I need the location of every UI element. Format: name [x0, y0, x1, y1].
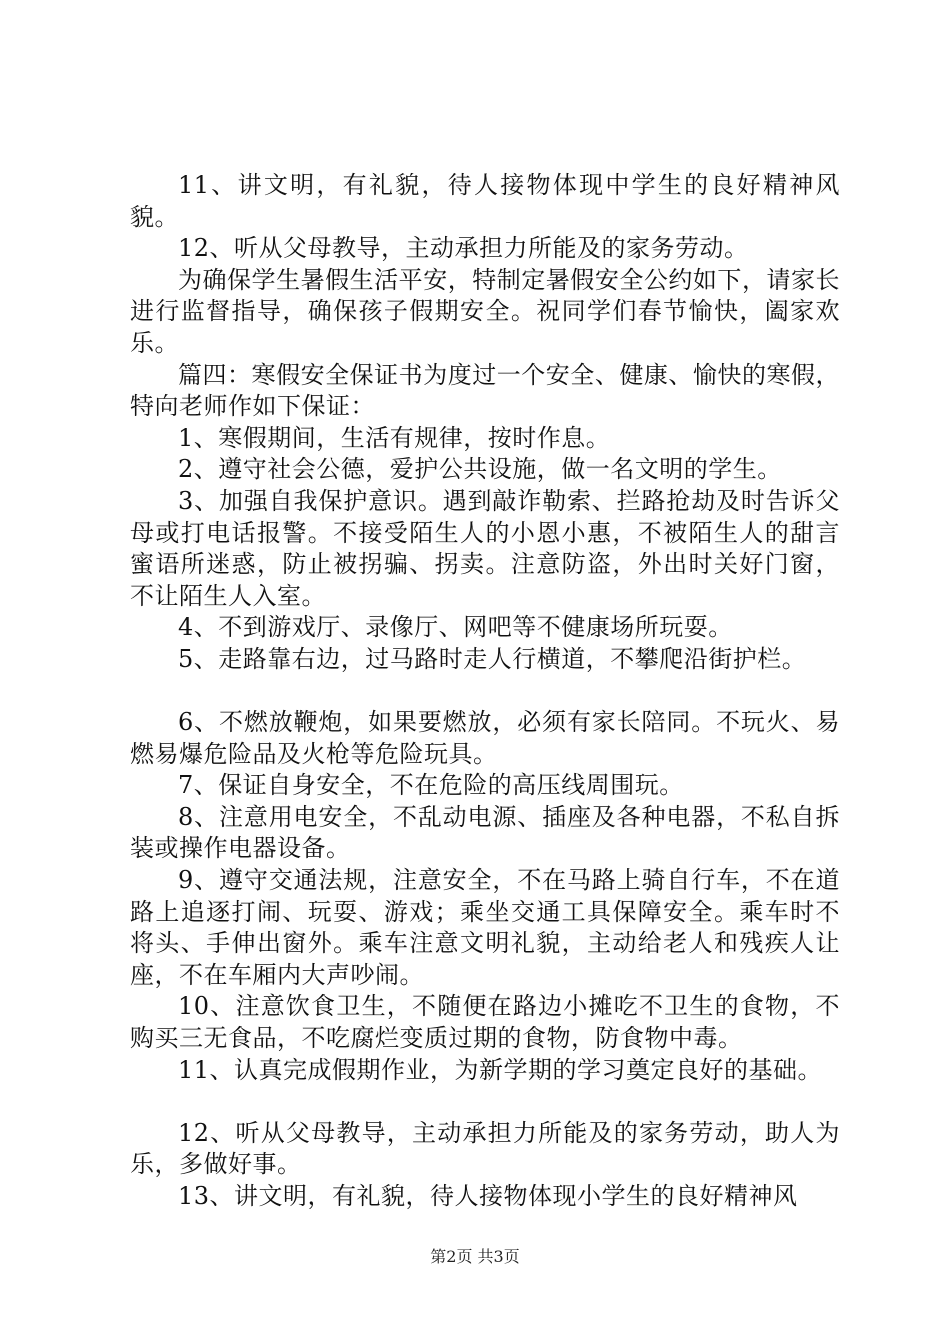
paragraph-item-1: 1、寒假期间，生活有规律，按时作息。	[178, 423, 611, 452]
paragraph-item-11-manners: 11、讲文明，有礼貌，待人接物体现中学生的良好精神风貌。	[130, 171, 840, 231]
paragraph-item-9: 9、遵守交通法规，注意安全，不在马路上骑自行车，不在道路上追逐打闹、玩耍、游戏；乘坐交通工具保障安全。乘车时不将头、手伸出窗外。乘车注意文明礼貌，主动给老人和残疾人让座，不在车厢内大声吵闹。	[130, 866, 840, 989]
paragraph-item-4: 4、不到游戏厅、录像厅、网吧等不健康场所玩耍。	[178, 613, 733, 642]
paragraph-item-2: 2、遵守社会公德，爱护公共设施，做一名文明的学生。	[178, 455, 782, 484]
paragraph-item-11: 11、认真完成假期作业，为新学期的学习奠定良好的基础。	[178, 1055, 823, 1084]
page-number-footer: 第2页 共3页	[430, 1247, 520, 1266]
paragraph-item-13: 13、讲文明，有礼貌，待人接物体现小学生的良好精神风	[178, 1182, 798, 1210]
paragraph-item-5: 5、走路靠右边，过马路时走人行横道，不攀爬沿街护栏。	[178, 644, 807, 673]
paragraph-item-3: 3、加强自我保护意识。遇到敲诈勒索、拦路抢劫及时告诉父母或打电话报警。不接受陌生人的小恩小惠，不被陌生人的甜言蜜语所迷惑，防止被拐骗、拐卖。注意防盗，外出时关好门窗，不让陌生人入室。	[130, 486, 840, 610]
paragraph-item-6: 6、不燃放鞭炮，如果要燃放，必须有家长陪同。不玩火、易燃易爆危险品及火枪等危险玩具。	[130, 708, 840, 768]
paragraph-safety-pledge-intro: 为确保学生暑假生活平安，特制定暑假安全公约如下，请家长进行监督指导，确保孩子假期安全。祝同学们春节愉快，阖家欢乐。	[130, 265, 840, 357]
paragraph-item-8: 8、注意用电安全，不乱动电源、插座及各种电器，不私自拆装或操作电器设备。	[130, 802, 840, 863]
paragraph-item-7: 7、保证自身安全，不在危险的高压线周围玩。	[178, 771, 684, 800]
paragraph-item-10: 10、注意饮食卫生，不随便在路边小摊吃不卫生的食物，不购买三无食品，不吃腐烂变质过期的食物，防食物中毒。	[130, 992, 840, 1053]
blank-line	[130, 1086, 840, 1118]
paragraph-item-12-chores: 12、听从父母教导，主动承担力所能及的家务劳动。	[178, 234, 749, 263]
paragraph-section-four-title: 篇四：寒假安全保证书为度过一个安全、健康、愉快的寒假，特向老师作如下保证：	[130, 360, 840, 421]
document-body	[130, 170, 840, 1213]
paragraph-item-12: 12、听从父母教导，主动承担力所能及的家务劳动，助人为乐，多做好事。	[130, 1118, 840, 1179]
blank-line	[130, 676, 840, 708]
